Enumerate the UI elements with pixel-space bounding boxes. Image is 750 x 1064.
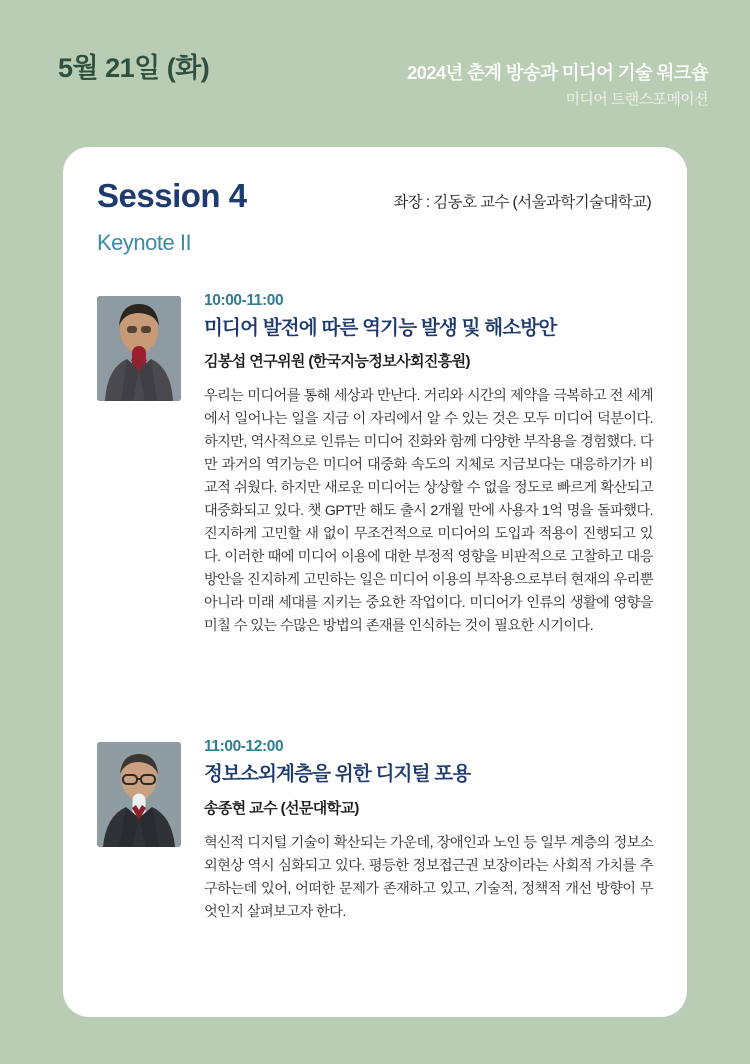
talk-speaker: 송종현 교수 (선문대학교) bbox=[204, 799, 359, 817]
session-title: Session 4 bbox=[97, 177, 247, 214]
workshop-subtitle: 미디어 트랜스포메이션 bbox=[565, 91, 708, 109]
workshop-title: 2024년 춘계 방송과 미디어 기술 워크숍 bbox=[407, 62, 708, 83]
session-header bbox=[97, 179, 653, 212]
talk-body bbox=[204, 292, 653, 638]
talk-time: 10:00-11:00 bbox=[204, 292, 284, 309]
talk-item bbox=[97, 738, 653, 923]
page-header bbox=[0, 0, 750, 140]
talk-item bbox=[97, 292, 653, 638]
session-chair: 좌장 : 김동호 교수 (서울과학기술대학교) bbox=[393, 194, 651, 211]
session-subtitle: Keynote II bbox=[97, 230, 192, 255]
talk-abstract: 우리는 미디어를 통해 세상과 만난다. 거리와 시간의 제약을 극복하고 전 세계에서 일어나는 일을 지금 이 자리에서 알 수 있는 것은 모두 미디어 덕분이다. 하지만, 역사적으로 인류는 미디어 진화와 함께 다양한 부작용을 경험했다. 다만 과거의 역기능은 미디어 대중화 속도의 지체로 지금보다는 대응하기가 비교적 쉬웠다. 하지만 새로운 미디어는 상상할 수 없을 정도로 빠르게 확산되고 대중화되고 있다. 챗 GPT만 해도 출시 2개월 만에 사용자 1억 명을 돌파했다. 진지하게 고민할 새 없이 무조건적으로 미디어의 도입과 적용이 진행되고 있다. 이러한 때에 미디어 이용에 대한 부정적 영향을 비판적으로 고찰하고 대응 방안을 진지하게 고민하는 일은 미디어 이용의 부작용으로부터 현재의 우리뿐 아니라 미래 세대를 지키는 중요한 작업이다. 미디어가 인류의 생활에 영향을 미칠 수 있는 수많은 방법의 존재를 인식하는 것이 필요한 시기이다. bbox=[204, 388, 653, 635]
speaker-photo-wrapper bbox=[97, 292, 181, 401]
speaker-photo-1 bbox=[97, 296, 181, 401]
talk-title: 정보소외계층을 위한 디지털 포용 bbox=[204, 763, 471, 786]
talk-title: 미디어 발전에 따른 역기능 발생 및 해소방안 bbox=[204, 317, 557, 339]
speaker-photo-wrapper bbox=[97, 738, 181, 847]
speaker-photo-2 bbox=[97, 742, 181, 847]
date-badge: 5월 21일 (화) bbox=[58, 53, 210, 83]
talk-abstract: 혁신적 디지털 기술이 확산되는 가운데, 장애인과 노인 등 일부 계층의 정보소외현상 역시 심화되고 있다. 평등한 정보접근권 보장이라는 사회적 가치를 추구하는데 있어, 어떠한 문제가 존재하고 있고, 기술적, 정책적 개선 방향이 무엇인지 살펴보고자 한다. bbox=[204, 834, 653, 920]
portrait-illustration-icon bbox=[97, 296, 181, 401]
talk-speaker: 김봉섭 연구위원 (한국지능정보사회진흥원) bbox=[204, 353, 470, 371]
portrait-illustration-icon bbox=[97, 742, 181, 847]
workshop-heading bbox=[407, 55, 708, 109]
talk-body bbox=[204, 738, 653, 923]
talk-time: 11:00-12:00 bbox=[204, 738, 284, 756]
session-card bbox=[63, 147, 687, 1017]
talk-list bbox=[97, 292, 653, 924]
